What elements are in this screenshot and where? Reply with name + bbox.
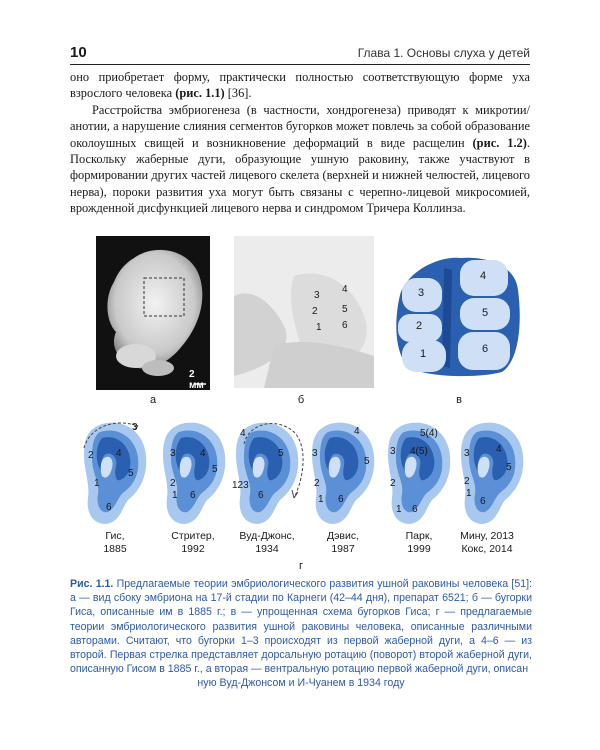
author-davis [308,530,378,556]
figure-ref-1-2[interactable]: (рис. 1.2) [472,135,527,150]
author-year: 1885 [103,543,127,555]
scheme-hillock-5: 5 [482,307,489,319]
caption-title: Рис. 1.1. [70,578,114,590]
author-wood-jones [232,530,302,556]
author-year: Кокс, 2014 [461,543,513,555]
panel-label-a: а [149,394,157,406]
ear5-num-3: 3 [390,446,396,457]
panel-label-g: г [298,560,303,572]
ear2-num-6: 6 [190,490,196,501]
paragraph-2 [70,102,530,217]
ear1-num-4: 4 [116,448,122,459]
author-streeter [158,530,228,556]
embryo-image [96,236,210,390]
ear4-num-5: 5 [364,456,370,467]
ear6-num-6: 6 [480,496,486,507]
ear5-num-2: 2 [390,478,396,489]
ear3-num-123: 123 [232,480,249,491]
author-park [384,530,454,556]
paragraph-2-end: . Поскольку жаберные дуги, образующие ушную раковину, также участвуют в формировании других частей лицевого скелета (верхней и нижней челюстей, лицевого нерва), пороки развития уха могут быть связаны с черепно-лицевой микросомией, врожденной дисфункцией лицевого нерва и синдромом Тричера Коллинза. [70,135,530,216]
paragraph-1 [70,69,530,102]
ear4-num-2: 2 [314,478,320,489]
scheme-hillock-3: 3 [418,287,425,299]
ear3-num-4: 4 [240,428,246,439]
scheme-hillock-2: 2 [416,320,423,332]
hillock-photo-3: 3 [314,290,320,301]
scheme-hillock-4: 4 [480,270,487,282]
scheme-hillock-1: 1 [420,348,427,360]
ear6-num-1: 1 [466,488,472,499]
author-year: 1987 [331,543,355,555]
author-his [80,530,150,556]
author-year: 1934 [255,543,279,555]
ear6-num-5: 5 [506,462,512,473]
author-year: 1992 [181,543,205,555]
author-name: Дэвис, [326,530,360,542]
hillock-photo-2: 2 [312,306,318,317]
ear2-num-1: 1 [172,490,178,501]
ear6-num-3: 3 [464,448,470,459]
header-rule [70,64,530,65]
hillock-scheme-svg [390,250,525,380]
embryo-photo [96,236,210,390]
caption-last-line: ную Вуд-Джонсом и И-Чуанем в 1934 году [197,677,405,690]
ear4-num-6: 6 [338,494,344,505]
ear3-num-6: 6 [258,490,264,501]
chapter-title: Глава 1. Основы слуха у детей [357,46,530,60]
figure-ref-1-1[interactable]: (рис. 1.1) [175,86,225,101]
ear2-num-5: 5 [212,464,218,475]
ear1-num-3: 3 [132,422,138,433]
ear2-num-4: 4 [200,448,206,459]
scheme-hillock-6: 6 [482,343,489,355]
caption-text: Предлагаемые теории эмбриологического развития ушной раковины человека [51]: а — вид сбоку эмбриона на 17-й стадии по Карнеги (42–44 дня), препарат 6521; б — бугорки Гиса, описанные им в 1885 г.; в — упрощенная схема бугорков Гиса; г — предлагаемые теории эмбриологического развития ушной раковины человека, описанные различными авторами. Считают, что бугорки 1–3 происходят из первой жаберной дуги, а 4–6 — из второй. Первая стрелка представляет дорсальную ротацию (поворот) второй жаберной дуги, описанную Гисом в 1885 г., а вторая — вентральную ротацию первой жаберной дуги, описан [70,578,532,676]
ear5-num-4-5: 4(5) [410,446,428,457]
hillock-scheme [390,250,525,380]
ear5-num-5-4: 5(4) [420,428,438,439]
ear2-num-2: 2 [170,478,176,489]
ear4-num-3: 3 [312,448,318,459]
ear4-num-4: 4 [354,426,360,437]
hillock-photo-1: 1 [316,322,322,333]
ear1-num-2: 2 [88,450,94,461]
ear6-num-4: 4 [496,444,502,455]
hillocks-image [234,236,374,388]
ear-theories-svg [72,418,532,528]
author-name: Гис, [105,530,125,542]
author-year: 1999 [407,543,431,555]
ear1-num-1: 1 [94,478,100,489]
paragraph-1-text: оно приобретает форму, практически полностью соответствующую форме уха взрослого человека [70,70,530,101]
paragraph-1-end: [36]. [224,86,252,101]
ear5-num-1: 1 [396,504,402,515]
author-minoux-cox [452,530,522,556]
caption-body [70,577,532,676]
author-name: Мину, 2013 [460,530,514,542]
author-name: Вуд-Джонс, [239,530,295,542]
author-name: Парк, [405,530,433,542]
author-name: Стритер, [171,530,215,542]
ear5-num-6: 6 [412,504,418,515]
ear1-num-5: 5 [128,468,134,479]
hillocks-photo [234,236,374,388]
ear2-num-3: 3 [170,448,176,459]
ear-theories-row [72,418,532,528]
hillock-photo-5: 5 [342,304,348,315]
paragraph-2-text: Расстройства эмбриогенеза (в частности, хондрогенеза) приводят к микротии/анотии, а нарушение слияния сегментов бугорков может повлечь за собой образование околоушных свищей и возникновение деформаций в виде расщелин [70,102,530,150]
ear1-num-6: 6 [106,502,112,513]
page-number: 10 [70,44,87,61]
figure-caption [70,577,532,691]
panel-label-b: б [297,394,305,406]
ear3-num-5: 5 [278,448,284,459]
body-text [70,69,530,217]
hillock-photo-4: 4 [342,284,348,295]
scale-bar-label: 2 мм [189,369,204,390]
hillock-photo-6: 6 [342,320,348,331]
ear6-num-2: 2 [464,476,470,487]
ear4-num-1: 1 [318,494,324,505]
panel-label-v: в [456,394,462,406]
